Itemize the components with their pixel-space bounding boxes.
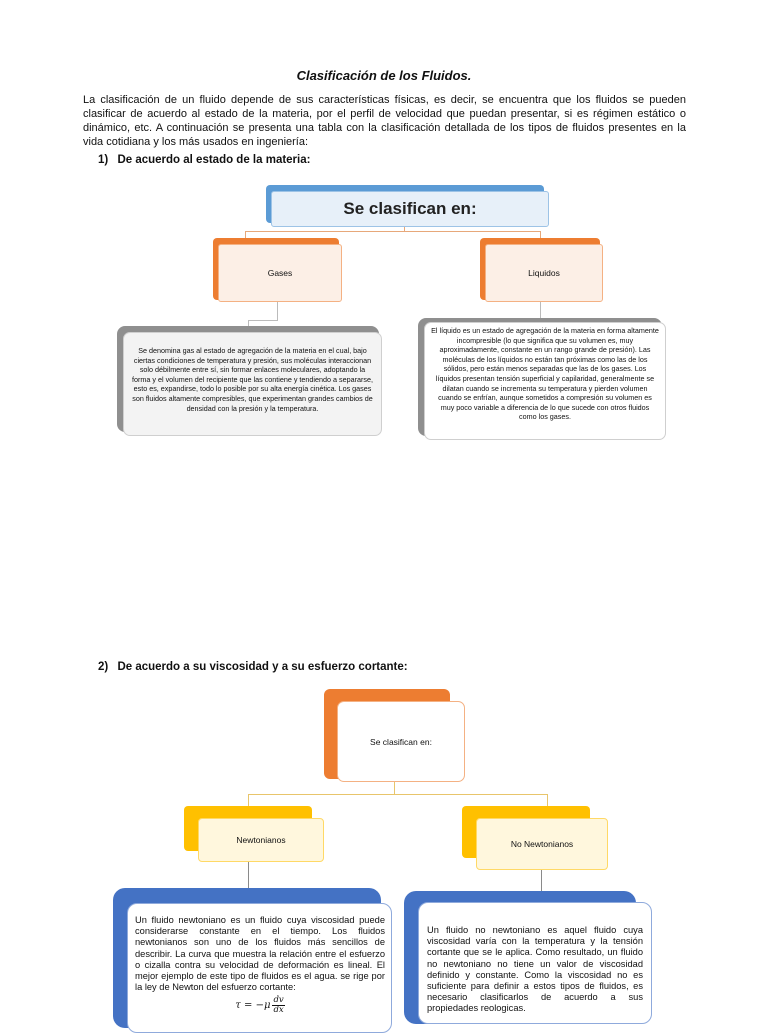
- formula-numerator: dv: [273, 995, 284, 1006]
- no-newtonianos-box: No Newtonianos: [476, 818, 608, 870]
- root-box: Se clasifican en:: [271, 191, 549, 227]
- intro-paragraph: La clasificación de un fluido depende de sus características físicas, es decir, se encuentra que los fluidos se pueden clasificar de acuerdo al estado de la materia, por el perfil de velocidad que puedan presentar, si es régimen estático o dinámico, etc. A continuación se presenta una tabla con la clasificación detallada de los tipos de fluidos presentes en la vida cotidiana y los más usados en ingeniería:: [83, 94, 686, 148]
- connector: [248, 862, 249, 888]
- connector: [394, 782, 395, 794]
- gases-box: Gases: [218, 244, 342, 302]
- formula-fraction: [272, 996, 284, 1015]
- no-newtonianos-text: Un fluido no newtoniano es aquel fluido cuya viscosidad varía con la temperatura y la tensión cortante que se le aplica. Como resultado, un fluido no newtoniano no tiene un valor de viscosidad definido y constante. Como la viscosidad no es suficiente para definir a estos tipos de fluidos, es necesario clasificarlos de acuerdo a sus propiedades reologicas.: [427, 925, 643, 1014]
- liquidos-description: El líquido es un estado de agregación de la materia en forma altamente incompresible (lo que significa que su volumen es, muy aproximadamente, constante en un rango grande de presión). Las moléculas de los líquidos no están tan próximas como las de los sólidos, pero están menos separadas que las de los gases. Los líquidos presentan tensión superficial y capilaridad, generalmente se dilatan cuando se incrementa su temperatura y pierden volumen cuando se enfrían, aunque sometidos a compresión su volumen es muy poco variable a diferencia de lo que sucede con otros fluidos como los gases.: [424, 322, 666, 440]
- connector: [245, 231, 541, 232]
- newtonianos-text: Un fluido newtoniano es un fluido cuya viscosidad puede considerarse constante en el tiempo. Los fluidos newtonianos son uno de los fluidos más sencillos de describir. La curva que muestra la relación entre el esfuerzo o cizalla contra su velocidad de deformación es lineal. El mejor ejemplo de este tipo de fluidos es el agua. se rige por la ley de Newton del esfuerzo cortante:: [135, 915, 385, 993]
- connector: [541, 870, 542, 892]
- gases-description: Se denomina gas al estado de agregación de la materia en el cual, bajo ciertas condiciones de temperatura y presión, sus moléculas interaccionan solo débilmente entre sí, sin formar enlaces moleculares, adoptando la forma y el volumen del recipiente que las contiene y tendiendo a separarse, esto es, expandirse, todo lo posible por su alta energía cinética. Los gases son fluidos altamente compresibles, que experimentan grandes cambios de densidad con la presión y la temperatura.: [123, 332, 382, 436]
- connector: [248, 794, 548, 795]
- root2-box: Se clasifican en:: [337, 701, 465, 782]
- connector: [547, 794, 548, 806]
- newtonianos-description: [127, 903, 392, 1033]
- liquidos-box: Liquidos: [485, 244, 603, 302]
- section1-heading: [98, 154, 310, 166]
- section1-number: 1): [98, 154, 109, 166]
- connector: [248, 794, 249, 806]
- connector: [277, 302, 278, 320]
- section2-number: 2): [98, 661, 109, 673]
- formula-denominator: dx: [273, 1005, 284, 1016]
- section2-heading-text: De acuerdo a su viscosidad y a su esfuerzo cortante:: [117, 661, 408, 673]
- document-title: Clasificación de los Fluidos.: [296, 68, 472, 83]
- newton-formula: [135, 996, 385, 1015]
- no-newtonianos-description: [418, 902, 652, 1024]
- connector: [248, 320, 278, 321]
- section1-heading-text: De acuerdo al estado de la materia:: [117, 154, 311, 166]
- connector: [540, 302, 541, 318]
- section2-heading: [98, 661, 408, 673]
- newtonianos-box: Newtonianos: [198, 818, 324, 862]
- formula-lhs: τ = −μ: [235, 1000, 271, 1012]
